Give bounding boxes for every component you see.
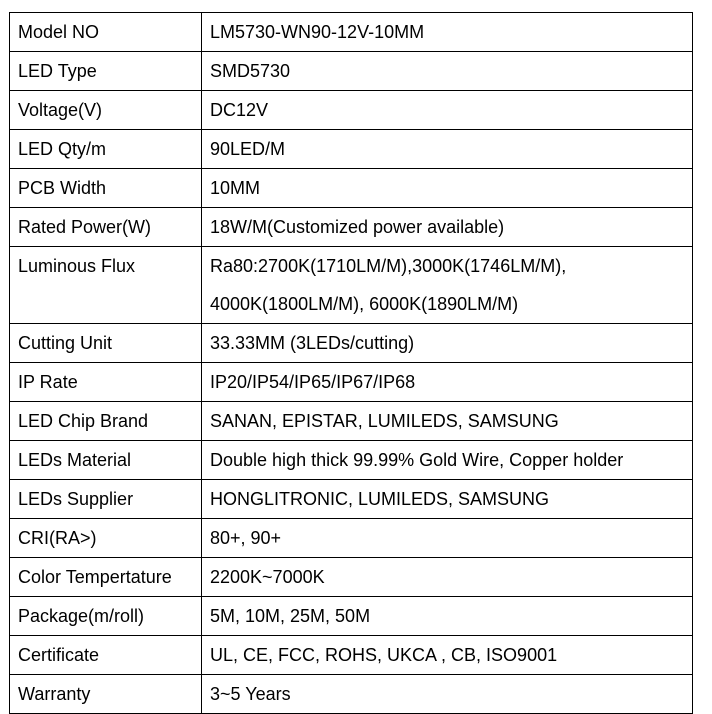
- table-row: [10, 441, 693, 480]
- spec-value-cell: [202, 402, 693, 441]
- spec-value-cell: [202, 52, 693, 91]
- spec-value: LM5730-WN90-12V-10MM: [210, 22, 425, 42]
- spec-value-cell: [202, 169, 693, 208]
- spec-label: PCB Width: [10, 169, 202, 208]
- spec-label: Package(m/roll): [10, 597, 202, 636]
- spec-value-cell: [202, 13, 693, 52]
- table-row: [10, 52, 693, 91]
- spec-label: Luminous Flux: [10, 247, 202, 324]
- spec-value: DC12V: [210, 100, 269, 120]
- spec-value: 33.33MM (3LEDs/cutting): [210, 333, 415, 353]
- table-row: [10, 480, 693, 519]
- table-row: [10, 402, 693, 441]
- spec-value: 2200K~7000K: [210, 567, 325, 587]
- table-row: [10, 363, 693, 402]
- spec-label: Cutting Unit: [10, 324, 202, 363]
- table-row: [10, 636, 693, 675]
- spec-label: Rated Power(W): [10, 208, 202, 247]
- table-row: [10, 208, 693, 247]
- spec-value-cell: [202, 324, 693, 363]
- spec-value: UL, CE, FCC, ROHS, UKCA , CB, ISO9001: [210, 645, 558, 665]
- spec-value: 10MM: [210, 178, 261, 198]
- spec-label: LEDs Material: [10, 441, 202, 480]
- table-row: [10, 247, 693, 324]
- spec-value-cell: [202, 480, 693, 519]
- table-row: [10, 13, 693, 52]
- spec-table: [9, 12, 693, 714]
- spec-label: IP Rate: [10, 363, 202, 402]
- table-row: [10, 519, 693, 558]
- spec-label: LED Chip Brand: [10, 402, 202, 441]
- spec-value-cell: [202, 597, 693, 636]
- spec-value: 80+, 90+: [210, 528, 282, 548]
- table-row: [10, 324, 693, 363]
- spec-value: IP20/IP54/IP65/IP67/IP68: [210, 372, 416, 392]
- spec-label: Voltage(V): [10, 91, 202, 130]
- spec-value-cell: [202, 519, 693, 558]
- spec-label: Model NO: [10, 13, 202, 52]
- spec-label: Certificate: [10, 636, 202, 675]
- spec-label: LED Type: [10, 52, 202, 91]
- spec-value-cell: [202, 247, 693, 324]
- table-row: [10, 169, 693, 208]
- spec-value-cell: [202, 91, 693, 130]
- spec-value: Double high thick 99.99% Gold Wire, Copper holder: [210, 450, 624, 470]
- spec-value-cell: [202, 441, 693, 480]
- spec-value: SANAN, EPISTAR, LUMILEDS, SAMSUNG: [210, 411, 559, 431]
- spec-value: Ra80:2700K(1710LM/M),3000K(1746LM/M),: [210, 256, 567, 276]
- spec-label: CRI(RA>): [10, 519, 202, 558]
- table-row: [10, 597, 693, 636]
- spec-value-cell: [202, 675, 693, 714]
- spec-value: 90LED/M: [210, 139, 286, 159]
- spec-value-cell: [202, 636, 693, 675]
- spec-value: 18W/M(Customized power available): [210, 217, 505, 237]
- spec-value: 3~5 Years: [210, 684, 291, 704]
- spec-value: 4000K(1800LM/M), 6000K(1890LM/M): [210, 294, 519, 314]
- spec-value: SMD5730: [210, 61, 291, 81]
- spec-label: LEDs Supplier: [10, 480, 202, 519]
- spec-value-cell: [202, 363, 693, 402]
- spec-value: HONGLITRONIC, LUMILEDS, SAMSUNG: [210, 489, 550, 509]
- spec-table-body: [10, 13, 693, 714]
- table-row: [10, 91, 693, 130]
- spec-label: Color Tempertature: [10, 558, 202, 597]
- table-row: [10, 558, 693, 597]
- spec-value-cell: [202, 208, 693, 247]
- spec-value-cell: [202, 130, 693, 169]
- table-row: [10, 130, 693, 169]
- table-row: [10, 675, 693, 714]
- spec-value: 5M, 10M, 25M, 50M: [210, 606, 371, 626]
- spec-label: Warranty: [10, 675, 202, 714]
- spec-label: LED Qty/m: [10, 130, 202, 169]
- spec-value-cell: [202, 558, 693, 597]
